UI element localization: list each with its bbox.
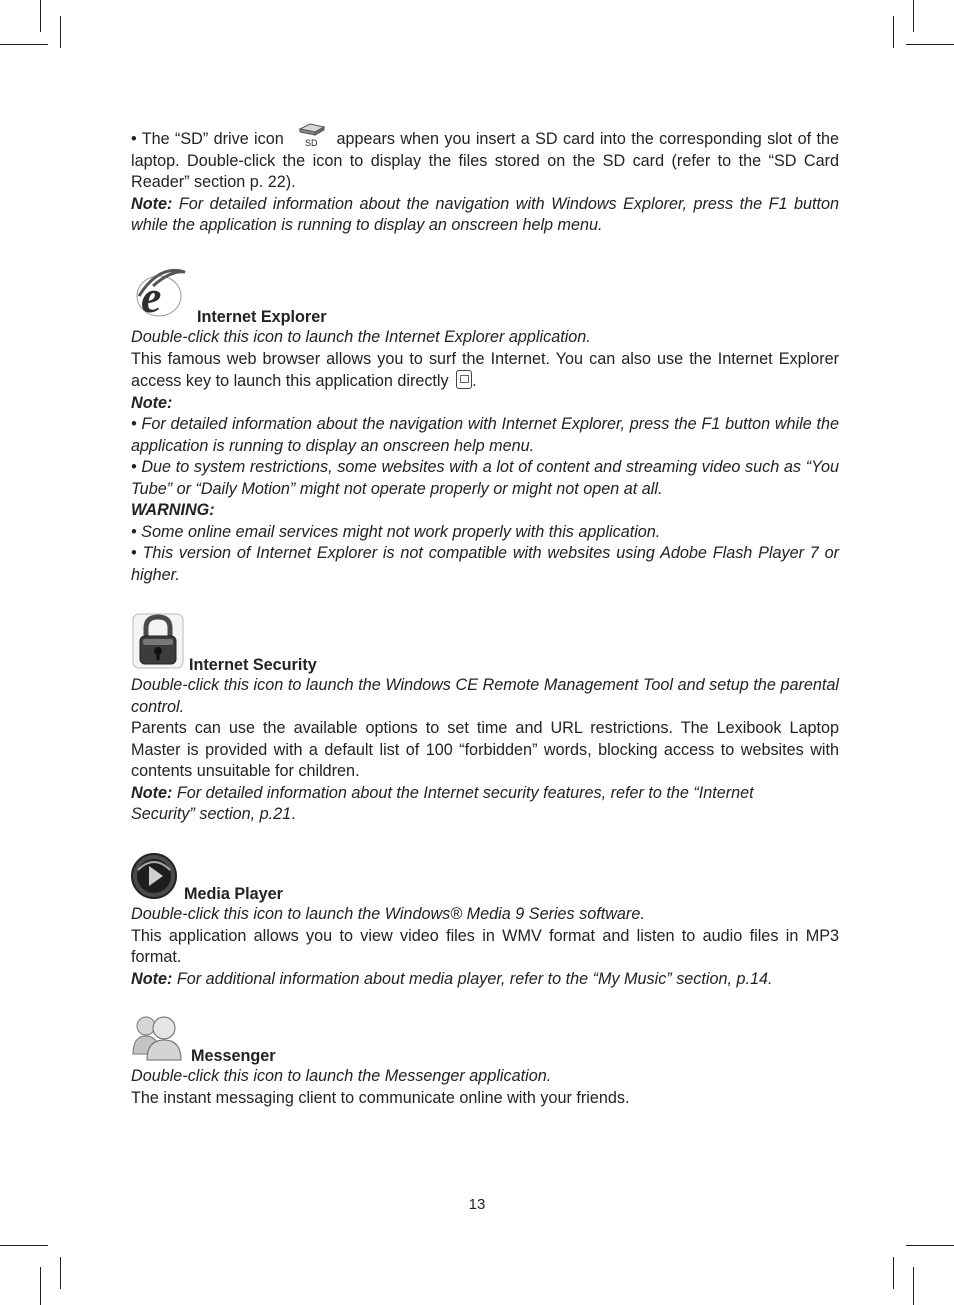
crop-mark xyxy=(893,16,894,48)
crop-mark xyxy=(906,44,954,45)
ie-subtitle: Double-click this icon to launch the Internet Explorer application. xyxy=(131,328,591,346)
media-section xyxy=(131,904,839,990)
ie-warning-1: • Some online email services might not work properly with this application. xyxy=(131,522,661,541)
ie-note-2: • Due to system restrictions, some websites with a lot of content and streaming video such as “You Tube” or “Daily Motion” might not operate properly or might not open at all. xyxy=(131,458,839,498)
messenger-subtitle: Double-click this icon to launch the Messenger application. xyxy=(131,1067,552,1085)
ie-note-1: • For detailed information about the navigation with Internet Explorer, press the F1 button while the application is running to display an onscreen help menu. xyxy=(131,415,839,455)
note-label: Note: xyxy=(131,969,173,988)
crop-mark xyxy=(60,1257,61,1289)
note-label: Note: xyxy=(131,783,173,802)
internet-security-title: Internet Security xyxy=(189,656,317,674)
padlock-icon xyxy=(131,612,185,670)
security-section xyxy=(131,675,839,826)
crop-mark xyxy=(0,44,48,45)
messenger-section xyxy=(131,1066,839,1109)
note-text: For detailed information about the navigation with Windows Explorer, press the F1 button while the application is running to display an onscreen help menu. xyxy=(131,194,840,234)
crop-mark xyxy=(60,16,61,48)
internet-explorer-icon xyxy=(131,266,191,320)
note-label: Note: xyxy=(131,194,173,213)
security-subtitle: Double-click this icon to launch the Windows CE Remote Management Tool and setup the parental control. xyxy=(131,676,839,716)
ie-warning-2: • This version of Internet Explorer is not compatible with websites using Adobe Flash Player 7 or higher. xyxy=(131,544,839,584)
warning-label: WARNING: xyxy=(131,501,215,519)
ie-body: This famous web browser allows you to surf the Internet. You can also use the Internet Explorer access key to launch this application directly . xyxy=(131,349,839,390)
sd-drive-icon xyxy=(293,132,327,150)
security-body: Parents can use the available options to set time and URL restrictions. The Lexibook Laptop Master is provided with a default list of 100 “forbidden” words, blocking access to websites with contents unsuitable for children. xyxy=(131,719,839,780)
crop-mark xyxy=(0,1245,48,1246)
crop-mark xyxy=(906,1245,954,1246)
note-label: Note: xyxy=(131,393,173,412)
ie-access-key-icon xyxy=(456,370,472,389)
security-note: Note: For detailed information about the Internet security features, refer to the “Internet Security” section, p.21. xyxy=(131,783,754,823)
svg-text:e: e xyxy=(141,271,162,320)
page-number: 13 xyxy=(468,1196,486,1213)
ie-section xyxy=(131,327,839,586)
sd-paragraph: • The “SD” drive icon SD appears when you insert a SD card into the corresponding slot of the laptop. Double-click the icon to display the files stored on the SD card (refer to the “SD Card Reader” section p. 22). Note: For detailed information about the navigation with Windows Explorer, press the F1 button while the application is running to display an onscreen help menu. xyxy=(131,129,839,237)
media-player-icon xyxy=(130,852,180,900)
messenger-icon xyxy=(130,1012,186,1062)
crop-mark xyxy=(913,1267,914,1305)
messenger-body: The instant messaging client to communicate online with your friends. xyxy=(131,1088,630,1107)
media-subtitle: Double-click this icon to launch the Windows® Media 9 Series software. xyxy=(131,905,645,923)
media-note: Note: For additional information about media player, refer to the “My Music” section, p.14. xyxy=(131,969,773,988)
messenger-title: Messenger xyxy=(191,1047,276,1065)
crop-mark xyxy=(913,0,914,32)
crop-mark xyxy=(40,1267,41,1305)
svg-text:SD: SD xyxy=(305,138,318,148)
internet-explorer-title: Internet Explorer xyxy=(197,308,327,326)
media-player-title: Media Player xyxy=(184,885,283,903)
crop-mark xyxy=(40,0,41,32)
media-body: This application allows you to view video files in WMV format and listen to audio files in MP3 format. xyxy=(131,926,839,966)
crop-mark xyxy=(893,1257,894,1289)
